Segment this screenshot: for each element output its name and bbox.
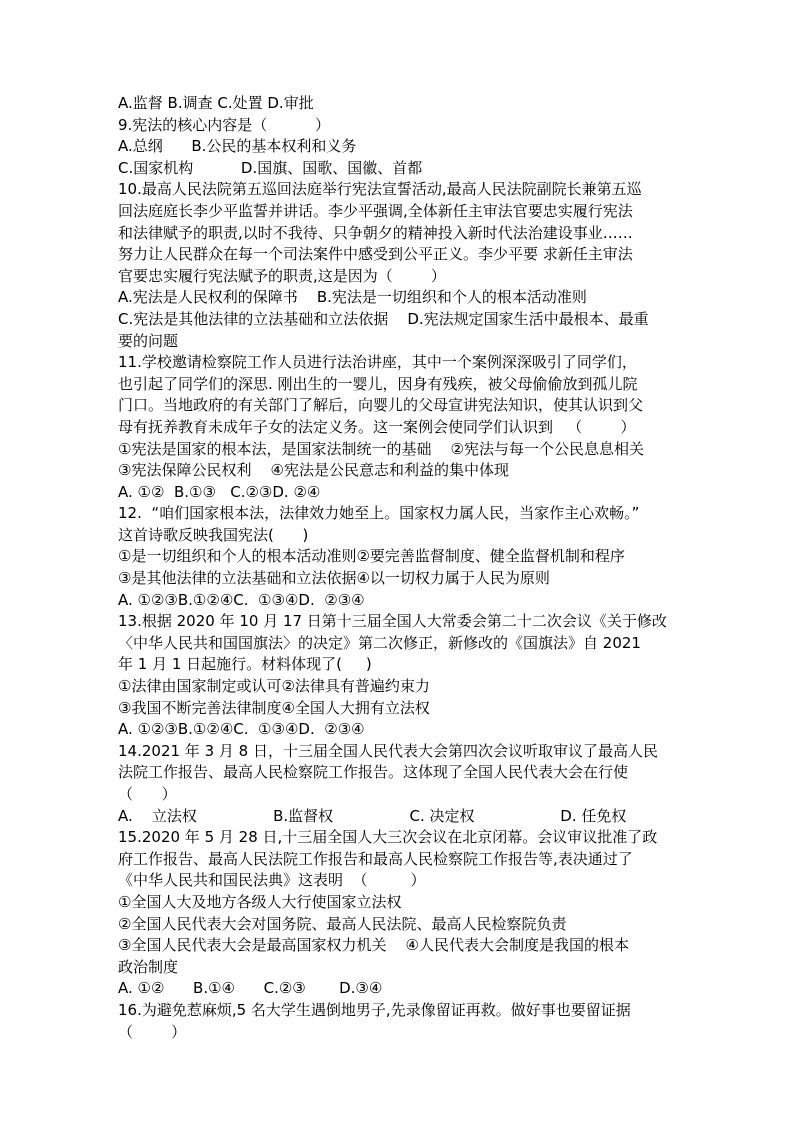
line-q13-options: A. ①②③B.①②④C. ①③④D. ②③④ — [118, 720, 365, 739]
line-q15-stem-3: 《中华人民共和国民法典》这表明 （ ） — [118, 871, 426, 890]
line-q10-options-cd: C.宪法是其他法律的立法基础和立法依据 D.宪法规定国家生活中最根本、最重 — [118, 309, 649, 328]
line-q12-statements-34: ③是其他法律的立法基础和立法依据④以一切权力属于人民为原则 — [118, 569, 550, 588]
line-q13-stem-1: 13.根据 2020 年 10 月 17 日第十三届全国人大常委会第二十二次会议《关于修改 — [118, 612, 667, 631]
line-q12-options: A. ①②③B.①②④C. ①③④D. ②③④ — [118, 590, 365, 609]
line-q15-statements-34: ③全国人民代表大会是最高国家权力机关 ④人民代表大会制度是我国的根本 — [118, 936, 629, 955]
line-q11-stem-4: 母有抚养教育未成年子女的法定义务。这一案例会使同学们认识到 （ ） — [118, 417, 636, 436]
line-q14-stem-3: （ ） — [118, 785, 177, 803]
line-q12-stem-2: 这首诗歌反映我国宪法( ) — [118, 525, 309, 544]
line-q10-stem-5: 官要忠实履行宪法赋予的职责,这是因为（ ） — [118, 266, 446, 285]
line-q16-stem-1: 16.为避免惹麻烦,5 名大学生遇倒地男子,先录像留证再救。做好事也要留证据 — [118, 1000, 631, 1019]
line-q11-options: A. ①② B.①③ C.②③D. ②④ — [118, 482, 321, 501]
line-q15-stem-2: 府工作报告、最高人民法院工作报告和最高人民检察院工作报告等,表决通过了 — [118, 849, 633, 868]
line-q13-stem-2: 〈中华人民共和国国旗法〉的决定》第二次修正，新修改的《国旗法》自 2021 — [118, 633, 641, 652]
line-q10-options-cd-cont: 要的问题 — [118, 331, 179, 350]
line-q10-options-ab: A.宪法是人民权利的保障书 B.宪法是一切组织和个人的根本活动准则 — [118, 288, 587, 307]
line-q14-stem-2: 法院工作报告、最高人民检察院工作报告。这体现了全国人民代表大会在行使 — [118, 763, 629, 782]
line-q11-stem-2: 也引起了同学们的深思. 刚出生的一婴儿，因身有残疾，被父母偷偷放到孤儿院 — [118, 374, 638, 393]
line-q11-statements-12: ①宪法是国家的根本法，是国家法制统一的基础 ②宪法与每一个公民息息相关 — [118, 439, 644, 458]
line-q16-stem-2: （ ） — [118, 1022, 187, 1041]
line-q14-options: A. 立法权 B.监督权 C. 决定权 D. 任免权 — [118, 806, 627, 825]
line-q10-stem-3: 和法律赋予的职责,以时不我待、只争朝夕的精神投入新时代法治建设事业…… — [118, 223, 633, 242]
line-q15-stem-1: 15.2020 年 5 月 28 日,十三届全国人大三次会议在北京闭幕。会议审议批准了政 — [118, 828, 658, 847]
line-q15-statement-2: ②全国人民代表大会对国务院、最高人民法院、最高人民检察院负责 — [118, 914, 567, 933]
line-q15-options: A. ①② B.①④ C.②③ D.③④ — [118, 979, 383, 998]
line-q14-stem-1: 14.2021 年 3 月 8 日，十三届全国人民代表大会第四次会议听取审议了最高人民 — [118, 741, 658, 760]
line-q9-options-ab: A.总纲 B.公民的基本权利和义务 — [118, 137, 357, 156]
line-q15-statement-1: ①全国人大及地方各级人大行使国家立法权 — [118, 892, 402, 911]
line-q13-statements-34: ③我国不断完善法律制度④全国人大拥有立法权 — [118, 698, 430, 717]
line-q11-stem-1: 11.学校邀请检察院工作人员进行法治讲座，其中一个案例深深吸引了同学们， — [118, 353, 637, 372]
line-q10-stem-2: 回法庭庭长李少平监誓并讲话。李少平强调,全体新任主审法官要忠实履行宪法 — [118, 201, 633, 220]
line-q11-stem-3: 门口。当地政府的有关部门了解后，向婴儿的父母宣讲宪法知识，使其认识到父 — [118, 396, 644, 415]
line-q9-stem: 9.宪法的核心内容是（ ） — [118, 115, 330, 134]
line-q9-options-cd: C.国家机构 D.国旗、国歌、国徽、首都 — [118, 158, 423, 177]
line-q13-stem-3: 年 1 月 1 日起施行。材料体现了( ) — [118, 655, 372, 674]
line-q11-statements-34: ③宪法保障公民权利 ④宪法是公民意志和利益的集中体现 — [118, 461, 509, 480]
line-q8-options: A.监督 B.调查 C.处置 D.审批 — [118, 94, 314, 112]
line-q12-statements-12: ①是一切组织和个人的根本活动准则②要完善监督制度、健全监督机制和程序 — [118, 547, 625, 566]
line-q10-stem-1: 10.最高人民法院第五巡回法庭举行宪法宣誓活动,最高人民法院副院长兼第五巡 — [118, 180, 642, 199]
line-q12-stem-1: 12. “咱们国家根本法，法律效力她至上。国家权力属人民，当家作主心欢畅。” — [118, 504, 640, 523]
document-page — [118, 93, 688, 1043]
line-q13-statements-12: ①法律由国家制定或认可②法律具有普遍约束力 — [118, 677, 430, 696]
line-q10-stem-4: 努力让人民群众在每一个司法案件中感受到公平正义。李少平要 求新任主审法 — [118, 245, 633, 264]
line-q15-statements-34-cont: 政治制度 — [118, 957, 179, 976]
